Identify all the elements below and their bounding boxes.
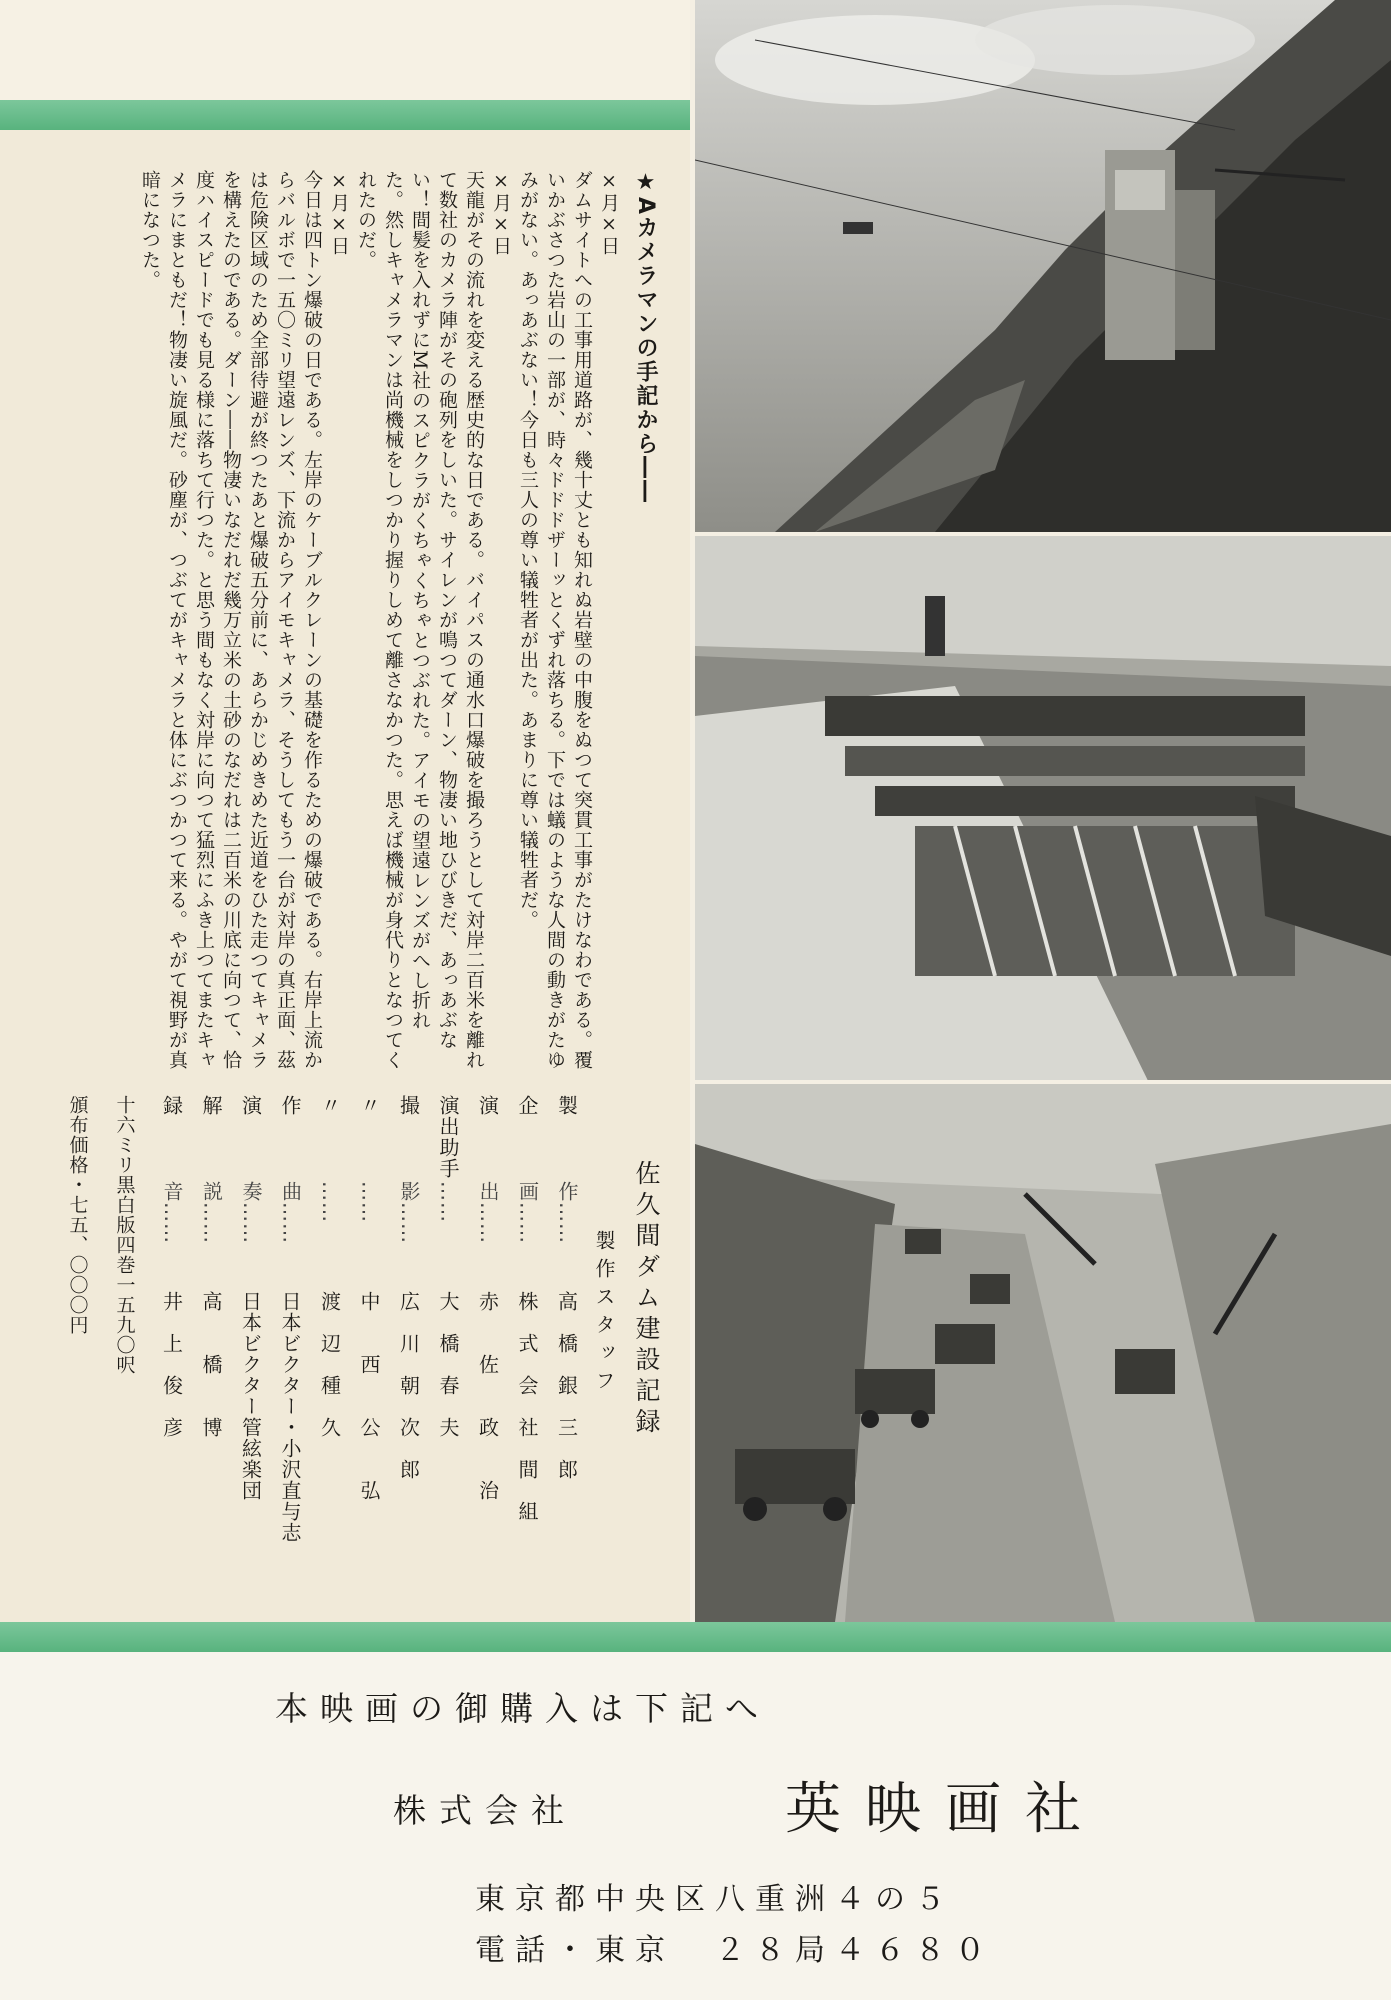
top-green-band <box>0 100 690 130</box>
company-phone: 電話・東京 ２８局４６８０ <box>475 1933 995 1968</box>
diary-entry-1-date: ×月×日 <box>598 170 620 256</box>
staff-title: 佐久間ダム建設記録 <box>632 1160 661 1439</box>
diary-entry-2 <box>352 170 514 1070</box>
purchase-notice: 本映画の御購入は下記へ <box>275 1689 770 1728</box>
photo-cliff-construction <box>695 0 1391 532</box>
staff-row: 〃……中 西 公 弘 <box>357 1095 382 1501</box>
distribution-price: 頒布価格・七五、〇〇〇円 <box>66 1095 89 1335</box>
diary-entry-3-date: ×月×日 <box>328 170 350 256</box>
staff-row: 解説……高 橋 博 <box>199 1095 224 1438</box>
bottom-green-band <box>0 1622 1391 1652</box>
diary-body <box>22 170 622 1070</box>
diary-entry-1 <box>514 170 622 1070</box>
staff-row: 演出助手……大 橋 春 夫 <box>436 1095 461 1438</box>
staff-list <box>66 1095 586 1605</box>
staff-row: 演奏……日本ビクター管絃楽団 <box>238 1095 263 1501</box>
diary-heading: ★Aカメラマンの手記から―― <box>633 170 658 505</box>
diary-entry-2-date: ×月×日 <box>490 170 512 256</box>
staff-row: 製作……高 橋 銀 三 郎 <box>554 1095 579 1480</box>
staff-row: 企画……株 式 会 社 間 組 <box>515 1095 540 1522</box>
staff-row: 〃……渡 辺 種 久 <box>317 1095 342 1438</box>
staff-row: 録音……井 上 俊 彦 <box>159 1095 184 1438</box>
company-type: 株式会社 <box>393 1791 577 1830</box>
staff-row: 演出……赤 佐 政 治 <box>475 1095 500 1501</box>
company-address: 東京都中央区八重洲４の５ <box>475 1882 955 1917</box>
diary-entry-3-text: 今日は四トン爆破の日である。左岸のケーブルクレーンの基礎を作るための爆破である。右岸上流からバルボで一五〇ミリ望遠レンズ、下流からアイモキャメラ、そうしてもう一台が対岸の真正面、茲は危険区域のため全部待避が終つたあと爆破五分前に、あらかじめきめた近道をひた走つてキャメラを構えたのである。ダーン――物凄いなだれだ幾万立米の土砂のなだれは二百米の川底に向つて、恰度ハイスピードでも見る様に落ちて行つた。と思う間もなく対岸に向つて猛烈にふき上つてまたキャメラにまともだ！物凄い旋風だ。砂塵が、つぶてがキャメラと体にぶつかつて来る。やがて視野が真暗になつた。 <box>139 170 323 1070</box>
diary-entry-3 <box>136 170 352 1070</box>
film-spec: 十六ミリ黒白版四巻一五九〇呎 <box>113 1095 136 1375</box>
company-name: 英映画社 <box>785 1777 1105 1842</box>
staff-row: 撮影……広 川 朝 次 郎 <box>396 1095 421 1480</box>
staff-subtitle: 製作スタッフ <box>592 1230 616 1398</box>
diary-entry-1-text: ダムサイトへの工事用道路が、幾十丈とも知れぬ岩壁の中腹をぬつて突貫工事がたけなわである。覆いかぶさつた岩山の一部が、時々ドドドザーッとくずれ落ちる。下では蟻のような人間の動きがたゆみがない。あっあぶない！今日も三人の尊い犠牲者が出た。あまりに尊い犠牲者だ。 <box>517 170 593 1070</box>
photo-dump-trucks-valley <box>695 1084 1391 1622</box>
staff-row: 作曲……日本ビクター・小沢直与志 <box>278 1095 303 1543</box>
page-top-margin <box>0 0 690 100</box>
photo-dam-formwork <box>695 536 1391 1080</box>
diary-entry-2-text: 天龍がその流れを変える歴史的な日である。バイパスの通水口爆破を撮ろうとして対岸二百米を離れて数社のカメラ陣がその砲列をしいた。サイレンが鳴つてダーン、物凄い地ひびきだ、あっあぶない！間髪を入れずにM社のスピクラがくちゃくちゃとつぶれた。アイモの望遠レンズがへし折れた。然しキャメラマンは尚機械をしつかり握りしめて離さなかつた。思えば機械が身代りとなつてくれたのだ。 <box>355 170 485 1070</box>
